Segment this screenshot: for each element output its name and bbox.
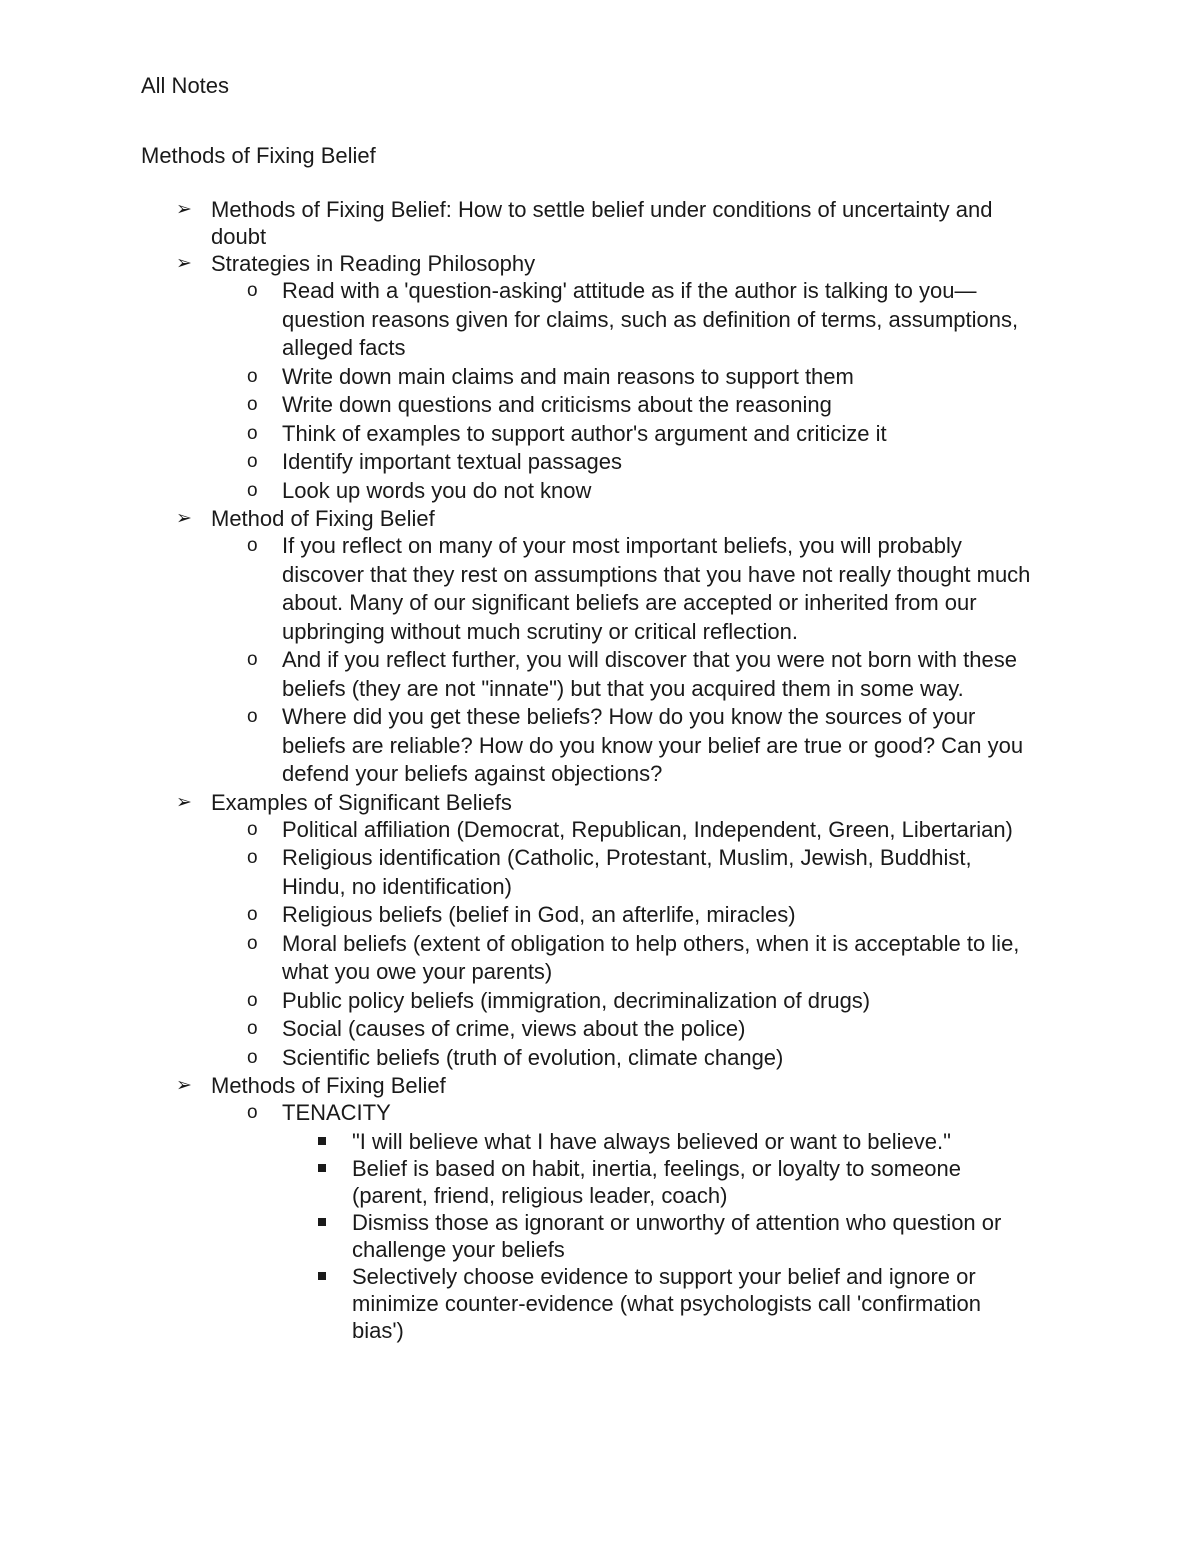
outline-subsubitem-text: Selectively choose evidence to support your belief and ignore or minimize counter-evidence (what psychologists call 'confirmation bias') xyxy=(352,1263,982,1343)
outline-subitem-text: Think of examples to support author's argument and criticize it xyxy=(282,420,887,446)
outline-subitem xyxy=(0,420,1037,449)
outline-subitem xyxy=(0,703,1037,789)
outline-subitem xyxy=(0,646,1037,703)
outline-subitem-text: Scientific beliefs (truth of evolution, climate change) xyxy=(282,1044,784,1070)
square-bullet-icon xyxy=(318,1218,326,1226)
outline-item-text: Methods of Fixing Belief: How to settle belief under conditions of uncertainty and doubt xyxy=(211,197,993,249)
outline-subitem-text: Religious beliefs (belief in God, an afterlife, miracles) xyxy=(282,902,796,927)
circle-bullet-icon: o xyxy=(247,904,258,925)
circle-bullet-icon: o xyxy=(247,847,258,868)
outline-subitem xyxy=(0,532,1037,646)
outline-item-text: Examples of Significant Beliefs xyxy=(211,789,512,815)
outline-subsubitem xyxy=(0,1155,1037,1209)
outline-subsubitem-text: Dismiss those as ignorant or unworthy of attention who question or challenge your beliefs xyxy=(352,1209,1002,1262)
arrowhead-bullet-icon: ➢ xyxy=(176,508,192,529)
circle-bullet-icon: o xyxy=(247,1046,258,1068)
circle-bullet-icon: o xyxy=(247,932,258,954)
outline-subitem xyxy=(0,1015,1037,1044)
circle-bullet-icon: o xyxy=(247,280,258,301)
outline-subitem-text: Social (causes of crime, views about the police) xyxy=(282,1016,746,1041)
circle-bullet-icon: o xyxy=(247,479,258,501)
circle-bullet-icon: o xyxy=(247,451,258,472)
outline-subsubitem xyxy=(0,1263,1037,1344)
outline-item-text: Methods of Fixing Belief xyxy=(211,1073,446,1098)
circle-bullet-icon: o xyxy=(247,422,258,444)
square-bullet-icon xyxy=(318,1272,326,1280)
outline-item-text: Strategies in Reading Philosophy xyxy=(211,251,536,276)
arrowhead-bullet-icon: ➢ xyxy=(176,791,192,813)
outline-subitem-text: Look up words you do not know xyxy=(282,477,592,503)
section-title: Methods of Fixing Belief xyxy=(141,143,376,168)
outline-subitem-text: If you reflect on many of your most important beliefs, you will probably discover that they rest on assumptions that you have not really thought much about. Many of our significant beliefs are accepted or inherited from our upbringing without much scrutiny or critical reflection. xyxy=(282,533,1031,644)
outline-subsubitem-text: Belief is based on habit, inertia, feelings, or loyalty to someone (parent, friend, religious leader, coach) xyxy=(352,1155,962,1208)
outline-subitem-text: Religious identification (Catholic, Protestant, Muslim, Jewish, Buddhist, Hindu, no identification) xyxy=(282,845,972,899)
outline-subitem xyxy=(0,901,1037,930)
outline-subitem xyxy=(0,844,1037,901)
outline-subitem-text: Write down questions and criticisms about the reasoning xyxy=(282,392,832,417)
outline-subitem xyxy=(0,1099,1037,1128)
outline-item xyxy=(0,789,1033,816)
circle-bullet-icon: o xyxy=(247,706,258,727)
circle-bullet-icon: o xyxy=(247,535,258,556)
outline-subitem-text: Where did you get these beliefs? How do you know the sources of your beliefs are reliable? How do you know your belief are true or good? Can you defend your beliefs against objections? xyxy=(282,704,1024,786)
circle-bullet-icon: o xyxy=(247,1018,258,1039)
outline-item-text: Method of Fixing Belief xyxy=(211,506,435,531)
outline-subsubitem xyxy=(0,1128,1037,1155)
outline-item xyxy=(0,505,1033,532)
document-title: All Notes xyxy=(141,73,230,98)
outline-subitem xyxy=(0,987,1037,1016)
outline-subsubitem-text: "I will believe what I have always believed or want to believe." xyxy=(352,1128,951,1154)
outline-subitem-text: TENACITY xyxy=(282,1100,391,1125)
outline-item xyxy=(0,250,1033,277)
circle-bullet-icon: o xyxy=(247,1102,258,1123)
outline-subitem-text: Political affiliation (Democrat, Republican, Independent, Green, Libertarian) xyxy=(282,816,1013,842)
arrowhead-bullet-icon: ➢ xyxy=(176,253,192,274)
outline-item xyxy=(0,196,1033,250)
circle-bullet-icon: o xyxy=(247,394,258,415)
arrowhead-bullet-icon: ➢ xyxy=(176,1075,192,1096)
outline-subitem xyxy=(0,363,1037,392)
circle-bullet-icon: o xyxy=(247,365,258,387)
circle-bullet-icon: o xyxy=(247,989,258,1011)
outline-subitem-text: Moral beliefs (extent of obligation to help others, when it is acceptable to lie, what you owe your parents) xyxy=(282,930,1020,984)
outline-subitem xyxy=(0,277,1037,363)
outline-subitem-text: Public policy beliefs (immigration, decriminalization of drugs) xyxy=(282,987,871,1013)
outline-subitem xyxy=(0,816,1037,845)
outline-item xyxy=(0,1072,1033,1099)
square-bullet-icon xyxy=(318,1164,326,1172)
circle-bullet-icon: o xyxy=(247,818,258,840)
outline-subitem-text: And if you reflect further, you will discover that you were not born with these beliefs (they are not "innate") but that you acquired them in some way. xyxy=(282,647,1017,701)
square-bullet-icon xyxy=(318,1137,326,1145)
outline-subitem xyxy=(0,477,1037,506)
outline-subitem xyxy=(0,1044,1037,1073)
outline-subitem xyxy=(0,391,1037,420)
circle-bullet-icon: o xyxy=(247,649,258,670)
outline-subitem xyxy=(0,448,1037,477)
outline-subitem-text: Read with a 'question-asking' attitude as if the author is talking to you— question reasons given for claims, such as definition of terms, assumptions, alleged facts xyxy=(282,278,1019,360)
bullet-outline xyxy=(0,196,1200,1344)
outline-subitem-text: Write down main claims and main reasons to support them xyxy=(282,363,854,389)
arrowhead-bullet-icon: ➢ xyxy=(176,199,192,220)
outline-subitem xyxy=(0,930,1037,987)
outline-subsubitem xyxy=(0,1209,1037,1263)
outline-subitem-text: Identify important textual passages xyxy=(282,449,622,474)
